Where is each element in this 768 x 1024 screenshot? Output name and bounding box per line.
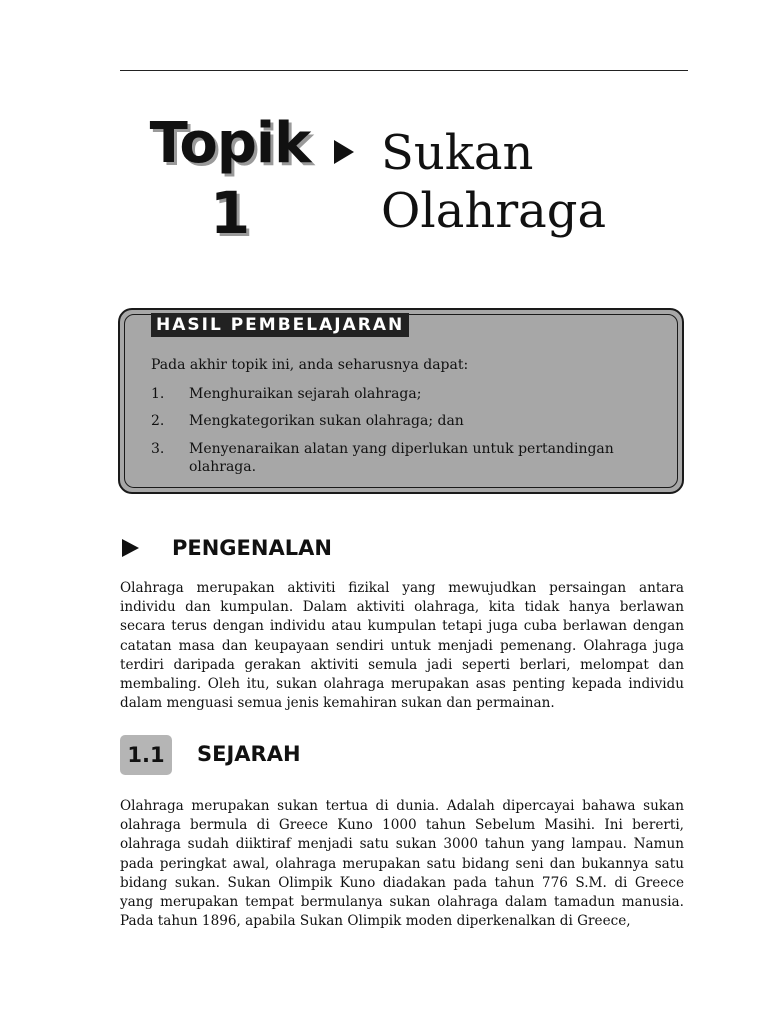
topic-title <box>381 124 681 240</box>
section-paragraph: Olahraga merupakan sukan tertua di dunia. Adalah dipercayai bahawa sukan olahraga bermula di Greece Kuno 1000 tahun Sebelum Masihi. Ini bererti, olahraga sudah diiktiraf menjadi satu sukan 3000 tahun yang lampau. Namun pada peringkat awal, olahraga merupakan satu bidang seni dan bukannya satu bidang sukan. Sukan Olimpik Kuno diadakan pada tahun 776 S.M. di Greece yang merupakan tempat bermulanya sukan olahraga dalam tamadun manusia. Pada tahun 1896, apabila Sukan Olimpik moden diperkenalkan di Greece, <box>120 798 684 930</box>
outcome-number: 1. <box>151 386 165 402</box>
outcome-number: 2. <box>151 413 165 429</box>
intro-paragraph: Olahraga merupakan aktiviti fizikal yang mewujudkan persaingan antara individu dan kumpulan. Dalam aktiviti olahraga, kita tidak hanya berlawan secara terus dengan individu atau kumpulan tetapi juga cuba berlawan dengan catatan masa dan keupayaan sendiri untuk menjadi pemenang. Olahraga juga terdiri daripada gerakan aktiviti semula jadi seperti berlari, melompat dan membaling. Oleh itu, sukan olahraga merupakan asas penting kepada individu dalam menguasi semua jenis kemahiran sukan dan permainan. <box>120 580 684 712</box>
intro-heading: PENGENALAN <box>172 536 332 560</box>
section-number-badge: 1.1 <box>120 735 172 775</box>
learning-outcomes-intro: Pada akhir topik ini, anda seharusnya dapat: <box>151 357 469 373</box>
topic-label <box>140 108 320 246</box>
outcome-text: Mengkategorikan sukan olahraga; dan <box>189 413 464 429</box>
topic-number: 1 <box>209 179 251 247</box>
outcome-number: 3. <box>151 441 165 457</box>
header-rule <box>120 70 688 71</box>
section-heading: SEJARAH <box>197 742 301 766</box>
title-arrow-icon <box>334 140 354 164</box>
topic-word: Topik <box>149 111 311 176</box>
section-arrow-icon <box>122 539 139 557</box>
outcome-text: Menyenaraikan alatan yang diperlukan untuk pertandingan olahraga. <box>189 441 614 475</box>
learning-outcomes-label: HASIL PEMBELAJARAN <box>151 313 409 337</box>
topic-title-line2: Olahraga <box>381 183 607 239</box>
topic-title-line1: Sukan <box>381 125 534 181</box>
outcome-text: Menghuraikan sejarah olahraga; <box>189 386 422 402</box>
